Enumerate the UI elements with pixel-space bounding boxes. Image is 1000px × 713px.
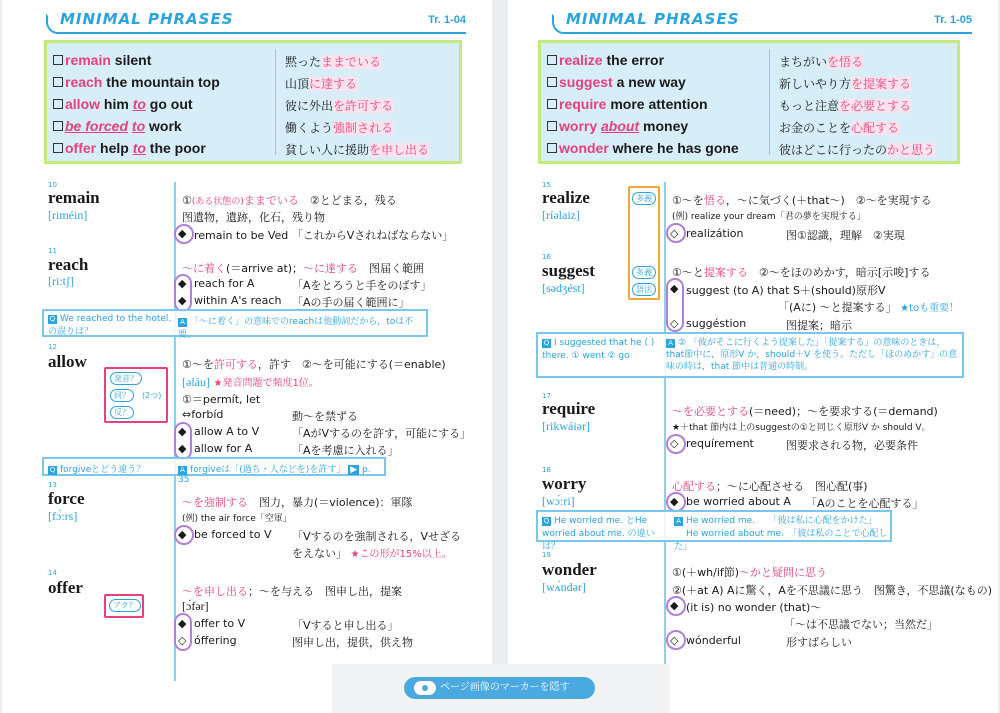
checkbox-icon[interactable] <box>53 55 63 65</box>
checkbox-icon[interactable] <box>547 121 557 131</box>
open-bullet-icon: ◇ <box>670 227 679 240</box>
definition-line: ①～を悟る，～に気づく(＋that～) ②～を実現する <box>672 194 932 207</box>
question-icon: Q <box>543 517 550 525</box>
headword-require: require <box>542 399 596 418</box>
phrase-row: suggest a new way 新しいやり方を提案する <box>547 73 951 94</box>
derivative-line: suggéstion 图提案；暗示 <box>686 317 852 332</box>
pronunciation: [fɔ́:rs] <box>48 509 78 523</box>
right-phrase-box <box>538 40 960 164</box>
definition-line: ～を申し出る；～を与える 图申し出，提案 <box>182 585 402 598</box>
marker-circle[interactable] <box>174 224 194 244</box>
definition-line: ～に着く(＝arrive at)；～に達する 图届く範囲 <box>182 262 425 275</box>
bullet-icon: ◆ <box>178 227 187 240</box>
usage-line: (it is) no wonder (that)～ <box>686 601 822 614</box>
bullet-icon: ◆ <box>178 617 187 630</box>
bullet-icon: ◆ <box>670 599 679 612</box>
open-bullet-icon: ◇ <box>178 634 187 647</box>
definition-line: ①～と提案する ②～をほのめかす，暗示[示唆]する <box>672 266 931 279</box>
definition-line: 图遺物，遺跡，化石，残り物 <box>182 211 325 224</box>
checkbox-icon[interactable] <box>547 55 557 65</box>
usage-line: suggest (to A) that S＋(should)原形V <box>686 284 886 297</box>
answer-icon: A <box>666 339 675 348</box>
usage-line: offer to V 「Vすると申し出る」 <box>194 617 399 632</box>
checkbox-icon[interactable] <box>53 121 63 131</box>
bullet-icon: ◆ <box>178 425 187 438</box>
usage-line: をえない」 ★この形が15%以上。 <box>292 547 452 560</box>
bullet-icon: ◆ <box>178 277 187 290</box>
entry-number: 14 <box>48 569 57 577</box>
checkbox-icon[interactable] <box>547 99 557 109</box>
entry-number: 15 <box>542 181 551 189</box>
qa-box: Q I suggested that he ( ) there. ① went ② go A ② 「彼がそこに行くよう提案した」「提案する」の意味のときは，that節中に，原形V か，should＋V を使う。ただし「ほのめかす」の意味の時は，that 節中は普通の時制。 <box>536 332 964 378</box>
pronunciation-line: [əláu] ★発音問題で頻度1位。 <box>182 375 319 389</box>
headword-suggest: suggest <box>542 261 595 280</box>
checkbox-icon[interactable] <box>547 143 557 153</box>
example-line: (例) realize your dream「君の夢を実現する」 <box>672 212 866 222</box>
phrase-row: allow him to go out 彼に外出を許可する <box>53 95 453 116</box>
derivative-line: óffering 图申し出，提供，供え物 <box>194 634 413 649</box>
open-bullet-icon: ◇ <box>670 634 679 647</box>
phrase-row: offer help to the poor 貧しい人に援助を申し出る <box>53 139 453 160</box>
headword-worry: worry <box>542 474 587 493</box>
left-header-title: MINIMAL PHRASES <box>60 10 234 28</box>
derivative-line: realizátion 图①認識，理解 ②実現 <box>686 227 905 242</box>
usage-line: within A's reach 「Aの手の届く範囲に」 <box>194 294 410 309</box>
phrase-row: wonder where he has gone 彼はどこに行ったのかと思う <box>547 139 951 160</box>
example-line: (例) the air force「空軍」 <box>182 514 292 524</box>
hide-markers-button[interactable] <box>404 677 595 699</box>
bullet-icon: ◆ <box>178 528 187 541</box>
headword-allow: allow <box>48 352 87 371</box>
synonym-line: ①＝permít, let <box>182 393 261 406</box>
qa-box: Q We reached to the hotel. の誤りは？ A 「～に着く」の意味でのreachは他動詞だから，toは不要。 <box>42 309 428 337</box>
pronunciation: [riméin] <box>48 208 88 222</box>
usage-line: allow for A 「Aを考慮に入れる」 <box>194 442 399 457</box>
bullet-icon: ◆ <box>178 442 187 455</box>
phrase-row: realize the error まちがいを悟る <box>547 51 951 72</box>
definition-line: ①(＋wh/if節)～かと疑問に思う <box>672 566 828 579</box>
pronunciation: [ri:tʃ] <box>48 274 74 288</box>
page-reference-link[interactable]: p. 35 <box>178 465 371 485</box>
hide-markers-label: ページ画像のマーカーを隠す <box>440 682 570 693</box>
arrow-icon: ▶ <box>350 465 358 475</box>
tag-multiple-meanings[interactable]: 多義 <box>632 266 656 279</box>
tag-multiple-meanings[interactable]: 多義 <box>632 192 656 205</box>
usage-line: 「～は不思議でない；当然だ」 <box>784 618 938 631</box>
qa-box: Q He worried me. とHe worried about me. の違いは？ A He worried me. 「彼は私に心配をかけた」 He worried about me. 「彼は私のことで心配した」 <box>536 510 892 542</box>
definition-line: ②(＋at A) Aに驚く，Aを不思議に思う 图驚き，不思議(なもの) <box>672 584 992 597</box>
right-track-number[interactable]: Tr. 1-05 <box>934 14 972 26</box>
definition-line: ～を必要とする(＝need)；～を要求する(＝demand) <box>672 405 938 418</box>
phrase-row: worry about money お金のことを心配する <box>547 117 951 138</box>
tag-pronunciation[interactable]: 発音？ <box>110 372 142 385</box>
phrase-row: remain silent 黙ったままでいる <box>53 51 453 72</box>
left-track-number[interactable]: Tr. 1-04 <box>428 14 466 26</box>
entry-number: 11 <box>48 247 57 255</box>
answer-icon: A <box>674 517 683 526</box>
right-page <box>508 0 998 713</box>
checkbox-icon[interactable] <box>53 143 63 153</box>
bullet-icon: ◆ <box>178 294 187 307</box>
tag-accent[interactable]: アク？ <box>109 599 141 612</box>
phrase-row: reach the mountain top 山頂に達する <box>53 73 453 94</box>
entry-number: 13 <box>48 481 57 489</box>
entry-number: 10 <box>48 181 57 189</box>
tag-note: (2つ) <box>142 391 162 400</box>
question-icon: Q <box>49 466 56 474</box>
checkbox-icon[interactable] <box>53 77 63 87</box>
question-icon: Q <box>543 339 550 347</box>
open-bullet-icon: ◇ <box>670 317 679 330</box>
derivative-line: wónderful 形すばらしい <box>686 634 852 649</box>
usage-line: be forced to V 「Vするのを強制される，Vせざる <box>194 528 462 543</box>
antonym-line: ⇔forbíd 動～を禁ずる <box>182 408 358 423</box>
pronunciation: [wʌ́ndər] <box>542 580 586 594</box>
derivative-line: requírement 图要求される物，必要条件 <box>686 437 918 452</box>
qa-box: Q forgiveとどう違う？ A forgiveは「(過ち・人などを)を許す」 ▶ p. 35 <box>42 457 386 476</box>
bullet-icon: ◆ <box>670 495 679 508</box>
headword-reach: reach <box>48 255 89 274</box>
left-phrase-box <box>44 40 462 164</box>
usage-line: reach for A 「Aをとろうと手をのばす」 <box>194 277 432 292</box>
phrase-row: require more attention もっと注意を必要とする <box>547 95 951 116</box>
headword-offer: offer <box>48 578 83 597</box>
pronunciation: [sədʒést] <box>542 281 585 295</box>
entry-number: 12 <box>48 343 57 351</box>
headword-remain: remain <box>48 188 100 207</box>
entry-number: 19 <box>542 551 551 559</box>
usage-line: be worried about A 「Aのことを心配する」 <box>686 495 924 510</box>
definition-line: ①(ある状態の)ままでいる ②とどまる，残る <box>182 194 397 207</box>
headword-force: force <box>48 489 85 508</box>
entry-number: 16 <box>542 253 551 261</box>
pronunciation-line: [ɔ́fər] <box>182 599 209 613</box>
tag-synonym[interactable]: 同？ <box>110 389 134 402</box>
definition-line: ①～を許可する，許す ②～を可能にする(＝enable) <box>182 358 446 371</box>
usage-line: allow A to V 「AがVするのを許す，可能にする」 <box>194 425 472 440</box>
pronunciation: [rikwáiər] <box>542 419 590 433</box>
eye-icon <box>414 681 436 695</box>
checkbox-icon[interactable] <box>53 99 63 109</box>
headword-wonder: wonder <box>542 560 597 579</box>
pronunciation: [wɔ́:ri] <box>542 494 575 508</box>
usage-line: 「(Aに) ～と提案する」 ★toも重要！ <box>778 301 960 314</box>
definition-line: ～を強制する 图力，暴力(＝violence)：軍隊 <box>182 496 413 509</box>
headword-realize: realize <box>542 188 590 207</box>
left-header <box>46 10 466 32</box>
tag-usage[interactable]: 語法 <box>632 283 656 296</box>
bullet-icon: ◆ <box>670 282 679 295</box>
right-header <box>552 10 972 32</box>
checkbox-icon[interactable] <box>547 77 557 87</box>
right-header-title: MINIMAL PHRASES <box>566 10 740 28</box>
open-bullet-icon: ◇ <box>670 437 679 450</box>
question-icon: Q <box>49 315 56 323</box>
left-page <box>2 0 492 713</box>
tag-antonym[interactable]: 反？ <box>110 406 134 419</box>
usage-line: remain to be Ved 「これからVされねばならない」 <box>194 229 454 242</box>
definition-line: 心配する；～に心配させる 图心配(事) <box>672 480 868 493</box>
note-line: ★＋that 節内は上のsuggestの①と同じく原形V か should V。 <box>672 423 931 433</box>
answer-icon: A <box>178 466 187 475</box>
entry-number: 18 <box>542 466 551 474</box>
entry-number: 17 <box>542 392 551 400</box>
pronunciation: [ríəlaiz] <box>542 208 580 222</box>
phrase-row: be forced to work 働くよう強制される <box>53 117 453 138</box>
answer-icon: A <box>178 318 187 327</box>
